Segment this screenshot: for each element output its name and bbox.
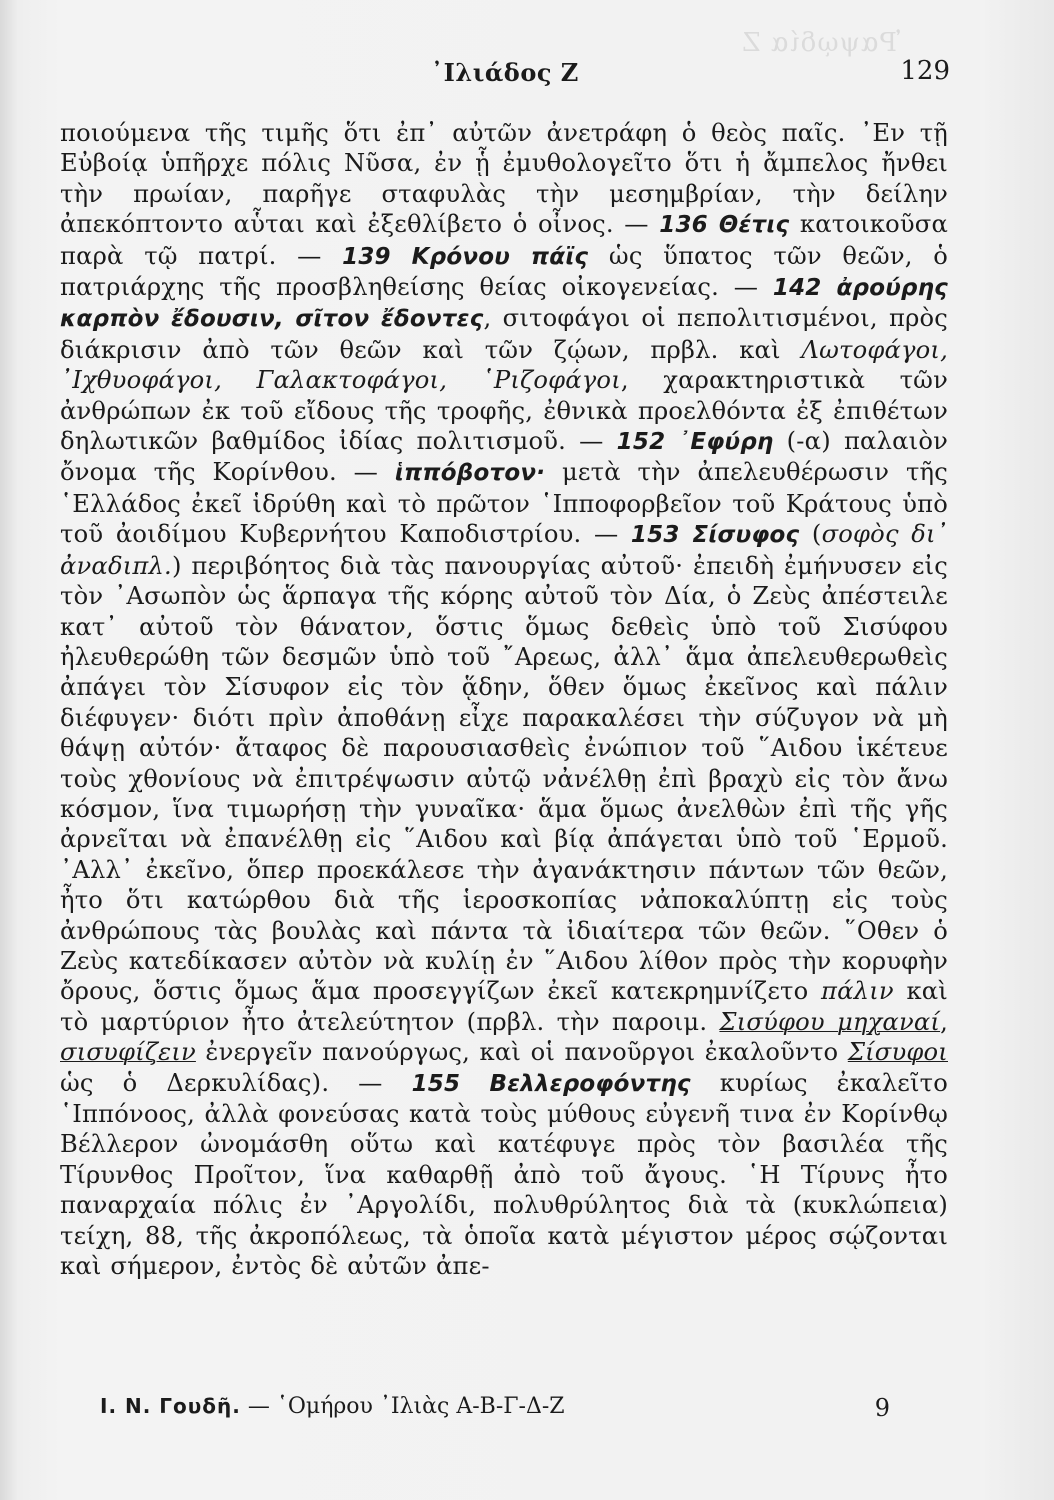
lemma-heading: 139 Κρόνου πάϊς [342, 243, 589, 270]
lemma-heading: 155 Βελλεροφόντης [411, 1070, 691, 1097]
lemma-heading: 142 ἀρούρης καρπὸν ἔδουσιν, σῖτον ἔδοντες [60, 275, 948, 333]
lemma-heading: 152 ᾿Εφύρη [616, 429, 774, 456]
text-run: , [940, 1007, 948, 1036]
underlined-phrase: Σίσυφοι [847, 1038, 948, 1067]
bleed-through-text: Ῥαψῳδία Ζ [741, 28, 900, 58]
italic-text: πάλιν [821, 977, 894, 1006]
italic-text: σοφὸς δι᾿ ἀναδιπλ. [60, 520, 949, 580]
text-run: , σιτοφάγοι οἱ πεπολιτισμένοι, πρὸς διάκρισιν ἀπὸ τῶν θεῶν καὶ τῶν ζῴων, πρβλ. καὶ [60, 304, 948, 364]
lemma-heading: ἱππόβοτον· [394, 460, 546, 487]
footer-author: Ι. Ν. Γουδῆ. [100, 1394, 241, 1418]
text-run: , χαρακτηριστικὰ τῶν ἀνθρώπων ἐκ τοῦ εἴδους τῆς τροφῆς, ἐθνικὰ προελθόντα ἐξ ἐπιθέτων δηλωτικῶν βαθμίδος ἰδίας πολιτισμοῦ. — [60, 366, 948, 456]
running-title: ᾿Ιλιάδος Ζ [431, 58, 579, 87]
page-footer [100, 1394, 900, 1430]
underlined-phrase: Σισύφου μηχαναί [719, 1007, 941, 1036]
lemma-heading: 153 Σίσυφος [630, 522, 800, 549]
text-run: κυρίως ἐκαλεῖτο ῾Ιππόνοος, ἀλλὰ φονεύσας κατὰ τοὺς μύθους εὐγενῆ τινα ἐν Κορίνθῳ Βέλλερον ὠνομάσθη οὕτω καὶ κατέφυγε πρὸς τὸν βασιλέα τῆς Τίρυνθος Προῖτον, ἵνα καθαρθῇ ἀπὸ τοῦ ἄγους. ῾Η Τίρυνς ἦτο παναρχαία πόλις ἐν ᾿Αργολίδι, πολυθρύλητος διὰ τὰ (κυκλώπεια) τείχη, 88, τῆς ἀκροπόλεως, τὰ ὁποῖα κατὰ μέγιστον μέρος σῴζονται καὶ σήμερον, ἐντὸς δὲ αὐτῶν ἀπε- [60, 1068, 949, 1281]
text-run: μετὰ τὴν ἀπελευθέρωσιν τῆς ῾Ελλάδος ἐκεῖ ἱδρύθη καὶ τὸ πρῶτον ῾Ιπποφορβεῖον τοῦ Κράτους ὑπὸ τοῦ ἀοιδίμου Κυβερνήτου Καποδιστρίου. — [60, 458, 948, 549]
lemma-heading: 136 Θέτις [659, 212, 790, 239]
text-run: ( [799, 520, 822, 549]
text-run: ) περιβόητος διὰ τὰς πανουργίας αὐτοῦ· ἐπειδὴ ἐμήνυσεν εἰς τὸν ᾿Ασωπὸν ὡς ἅρπαγα τῆς κόρης αὐτοῦ τὸν Δία, ὁ Ζεὺς ἀπέστειλε κατ᾿ αὐτοῦ τὸν θάνατον, ὅστις ὅμως δεθεὶς ὑπὸ τοῦ Σισύφου ἠλευθερώθη τῶν δεσμῶν ὑπὸ τοῦ ῎Αρεως, ἀλλ᾿ ἅμα ἀπελευθερωθεὶς ἀπάγει τὸν Σίσυφον εἰς τὸν ᾅδην, ὅθεν ὅμως ἐκεῖνος καὶ πάλιν διέφυγεν· διότι πρὶν ἀποθάνῃ εἶχε παρακαλέσει τὴν σύζυγον νὰ μὴ θάψῃ αὐτόν· ἄταφος δὲ παρουσιασθεὶς ἐνώπιον τοῦ ῞Αιδου ἱκέτευε τοὺς χθονίους νὰ ἐπιτρέψωσιν αὐτῷ νἀνέλθῃ ἐπὶ βραχὺ εἰς τὸν ἄνω κόσμον, ἵνα τιμωρήσῃ τὴν γυναῖκα· ἅμα ὅμως ἀνελθὼν ἐπὶ τῆς γῆς ἀρνεῖται νὰ ἐπανέλθῃ εἰς ῞Αιδου καὶ βίᾳ ἀπάγεται ὑπὸ τοῦ ῾Ερμοῦ. ᾿Αλλ᾿ ἐκεῖνο, ὅπερ προεκάλεσε τὴν ἀγανάκτησιν πάντων τῶν θεῶν, ἦτο ὅτι κατώρθου διὰ τῆς ἱεροσκοπίας νἀποκαλύπτῃ εἰς τοὺς ἀνθρώπους τὰς βουλὰς καὶ πάντα τὰ ἰδιαίτερα τῶν θεῶν. ῞Οθεν ὁ Ζεὺς κατεδίκασεν αὐτὸν νὰ κυλίῃ ἐν ῞Αιδου λίθον πρὸς τὴν κορυφὴν ὄρους, ὅστις ὅμως ἅμα προσεγγίζων ἐκεῖ κατεκρημνίζετο [60, 551, 948, 1006]
commentary-paragraph [60, 118, 948, 1281]
running-head [60, 52, 950, 92]
text-run: ὡς ὕπατος τῶν θεῶν, ὁ πατριάρχης τῆς προσβληθείσης θείας οἰκογενείας. — [60, 241, 949, 302]
footer-book-title: — ῾Ομήρου ᾿Ιλιὰς Α-Β-Γ-Δ-Ζ [240, 1394, 565, 1419]
commentary-text [60, 118, 948, 1281]
text-run: (-α) παλαιὸν ὄνομα τῆς Κορίνθου. — [60, 427, 949, 487]
italic-text: Λωτοφάγοι, ᾿Ιχθυοφάγοι, Γαλακτοφάγοι, ῾Ριζοφάγοι [60, 335, 948, 395]
footer-imprint [100, 1394, 565, 1419]
text-run: ὡς ὁ Δερκυλίδας). — [60, 1068, 412, 1097]
text-run: ποιούμενα τῆς τιμῆς ὅτι ἐπ᾿ αὐτῶν ἀνετράφη ὁ θεὸς παῖς. ᾿Εν τῇ Εὐβοίᾳ ὑπῆρχε πόλις Νῦσα, ἐν ᾗ ἐμυθολογεῖτο ὅτι ἡ ἄμπελος ἤνθει τὴν πρωίαν, παρῆγε σταφυλὰς τὴν μεσημβρίαν, τὴν δείλην ἀπεκόπτοντο αὗται καὶ ἐξεθλίβετο ὁ οἶνος. — [60, 119, 948, 239]
text-run: καὶ τὸ μαρτύριον ἦτο ἀτελεύτητον (πρβλ. τὴν παροιμ. [60, 977, 948, 1036]
underlined-phrase: σισυφίζειν [60, 1038, 196, 1067]
text-run: κατοικοῦσα παρὰ τῷ πατρί. — [60, 210, 949, 270]
printer-signature-mark: 9 [874, 1394, 890, 1422]
text-run: ἐνεργεῖν πανούργως, καὶ οἱ πανοῦργοι ἐκαλοῦντο [195, 1038, 848, 1067]
page-number: 129 [900, 56, 950, 86]
